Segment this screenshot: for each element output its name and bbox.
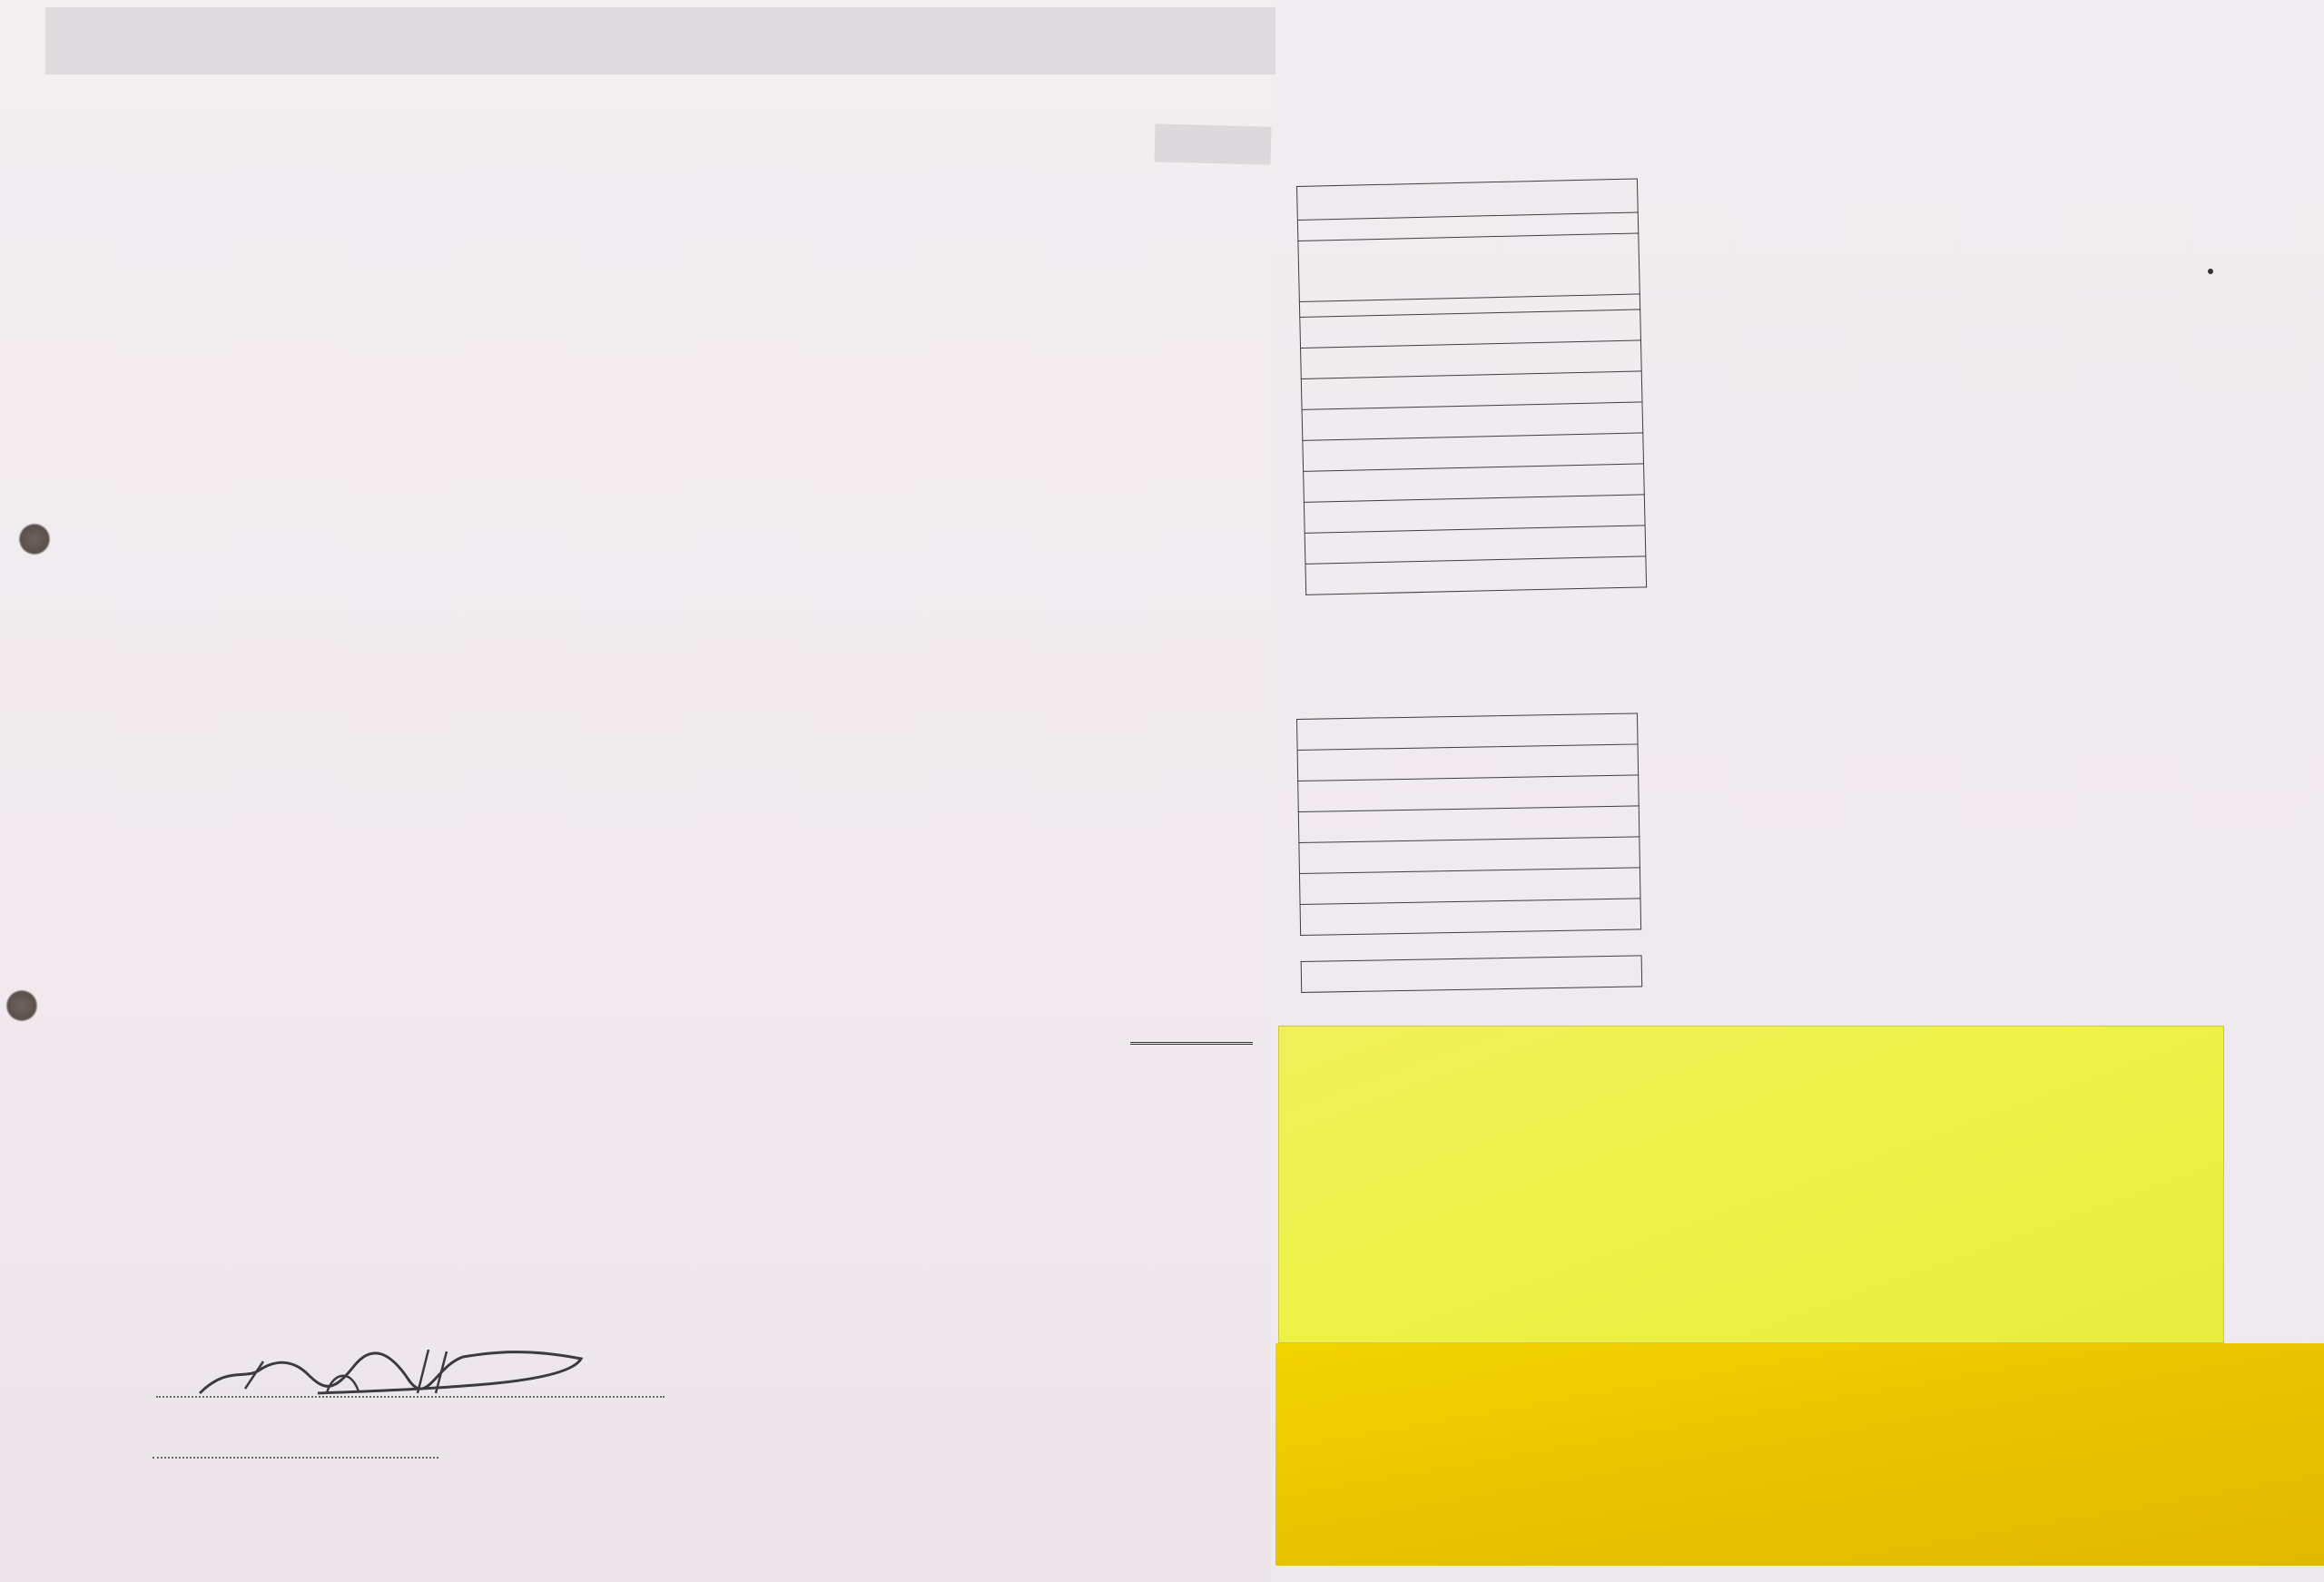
- treasurer-notes-lower: [1296, 712, 1642, 993]
- balance-summary-box: [1278, 1026, 2224, 1343]
- closing-balance-value: [1130, 1042, 1253, 1045]
- summary-table: [18, 232, 1283, 1015]
- carry-forward-box: [1275, 1343, 2324, 1566]
- note-general: [1297, 233, 1640, 302]
- punch-hole-top: [18, 523, 51, 555]
- note-fun-day: [1301, 955, 1643, 993]
- opening-balance-value: [1154, 123, 1271, 164]
- title-band: [45, 7, 1275, 74]
- note-historic-funds: [1303, 247, 1304, 269]
- stray-mark: [2208, 269, 2213, 274]
- punch-hole-bottom: [5, 989, 38, 1022]
- signature-scribble: [191, 1339, 599, 1411]
- treasurer-notes: [1296, 178, 1647, 594]
- date-line: [153, 1457, 438, 1459]
